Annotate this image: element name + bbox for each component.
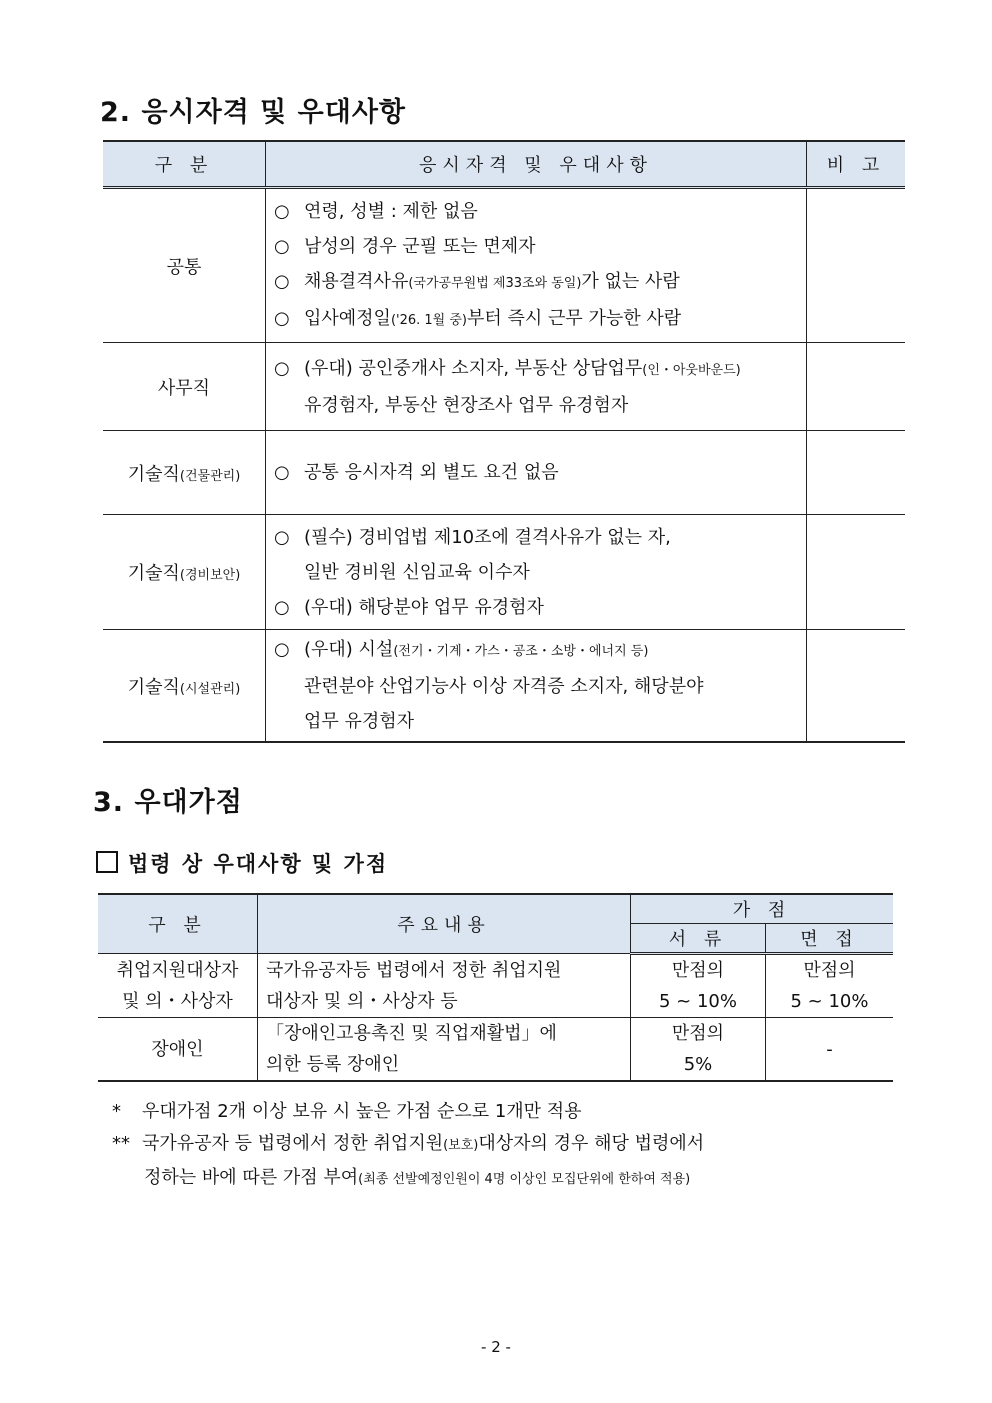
header-content: 응시자격 및 우대사항 (266, 141, 807, 188)
content-building: ○ 공통 응시자격 외 별도 요건 없음 (266, 431, 807, 515)
bonus-documents-value: 만점의 5% (631, 1018, 766, 1082)
bonus-header-documents: 서 류 (631, 924, 766, 954)
footnote-2: ** 국가유공자 등 법령에서 정한 취업지원(보호)대상자의 경우 해당 법령에서 (112, 1133, 705, 1154)
content-security: ○ (필수) 경비업법 제10조에 결격사유가 없는 자, 일반 경비원 신임교육 이수자 ○ (우대) 해당분야 업무 유경험자 (266, 515, 807, 630)
bonus-content: 국가유공자등 법령에서 정한 취업지원 대상자 및 의・사상자 등 (258, 954, 631, 1018)
category-security: 기술직(경비보안) (103, 515, 266, 630)
row-office (103, 343, 905, 431)
bonus-documents-value: 만점의 5 ~ 10% (631, 954, 766, 1018)
bonus-category: 취업지원대상자 및 의・사상자 (98, 954, 258, 1018)
row-common (103, 188, 905, 343)
header-note: 비 고 (807, 141, 906, 188)
bonus-header-interview: 면 접 (766, 924, 894, 954)
bonus-interview-value: 만점의 5 ~ 10% (766, 954, 894, 1018)
section-3-title: 3. 우대가점 (93, 787, 243, 818)
qualification-table (103, 140, 905, 743)
footnote-2-continued: 정하는 바에 따른 가점 부여(최종 선발예정인원이 4명 이상인 모집단위에 한하여 적용) (144, 1167, 691, 1188)
bonus-content: 「장애인고용촉진 및 직업재활법」에 의한 등록 장애인 (258, 1018, 631, 1082)
note-office (807, 343, 906, 431)
bonus-header-points: 가 점 (631, 894, 894, 924)
row-building (103, 431, 905, 515)
category-office: 사무직 (103, 343, 266, 431)
header-category: 구 분 (103, 141, 266, 188)
note-building (807, 431, 906, 515)
note-security (807, 515, 906, 630)
note-common (807, 188, 906, 343)
content-facility: ○ (우대) 시설(전기・기계・가스・공조・소방・에너지 등) 관련분야 산업기능사 이상 자격증 소지자, 해당분야 업무 유경험자 (266, 630, 807, 743)
footnote-1: * 우대가점 2개 이상 보유 시 높은 가점 순으로 1개만 적용 (112, 1101, 582, 1122)
qualification-header-row (103, 141, 905, 188)
bonus-header-content: 주요내용 (258, 894, 631, 954)
content-office: ○ (우대) 공인중개사 소지자, 부동산 상담업무(인・아웃바운드) 유경험자, 부동산 현장조사 업무 유경험자 (266, 343, 807, 431)
category-common: 공통 (103, 188, 266, 343)
bonus-header-row (98, 894, 893, 924)
checkbox-square-icon (96, 851, 118, 873)
row-facility (103, 630, 905, 743)
category-building: 기술직(건물관리) (103, 431, 266, 515)
page-number: - 2 - (481, 1338, 511, 1356)
bonus-header-category: 구 분 (98, 894, 258, 954)
section-2-title: 2. 응시자격 및 우대사항 (100, 97, 406, 128)
bonus-category: 장애인 (98, 1018, 258, 1082)
bonus-points-table (98, 893, 893, 1082)
bonus-interview-value: - (766, 1018, 894, 1082)
content-common: ○ 연령, 성별 : 제한 없음 ○ 남성의 경우 군필 또는 면제자 ○ 채용결격사유(국가공무원법 제33조와 동일)가 없는 사람 ○ 입사예정일('26. 1월 중)부터 즉시 근무 가능한 사람 (266, 188, 807, 343)
bonus-row-disabled (98, 1018, 893, 1082)
footnotes (112, 1096, 704, 1196)
subsection-title: 법령 상 우대사항 및 가점 (96, 848, 388, 878)
bonus-row-employment-support (98, 954, 893, 1018)
row-security (103, 515, 905, 630)
note-facility (807, 630, 906, 743)
category-facility: 기술직(시설관리) (103, 630, 266, 743)
